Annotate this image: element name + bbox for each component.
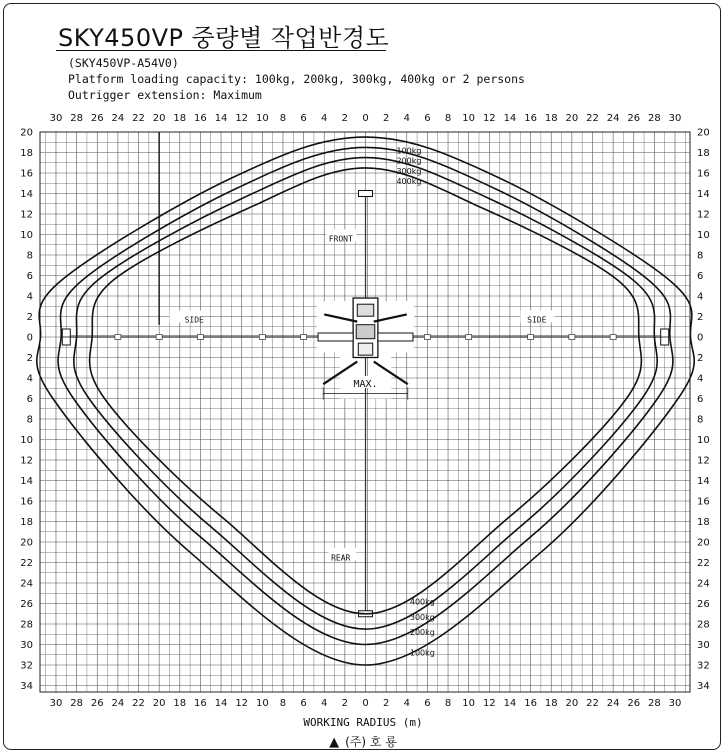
rear-label: REAR — [331, 553, 351, 563]
x-tick-top: 10 — [255, 113, 269, 124]
x-tick-bottom: 14 — [214, 698, 228, 709]
capacity-text: Platform loading capacity: 100kg, 200kg, 300kg, 400kg or 2 persons — [68, 72, 525, 86]
max-label: MAX. — [353, 379, 378, 391]
x-tick-top: 2 — [382, 113, 390, 124]
x-tick-top: 24 — [606, 113, 620, 124]
x-tick-bottom: 28 — [70, 698, 83, 709]
y-tick-left: 12 — [20, 209, 33, 221]
y-tick-right: 10 — [697, 230, 710, 241]
x-tick-top: 6 — [424, 113, 431, 124]
envelope-label-bottom-300kg: 300kg — [409, 612, 435, 622]
x-tick-top: 28 — [70, 113, 83, 124]
x-tick-bottom: 24 — [606, 698, 620, 709]
y-tick-right: 30 — [697, 640, 710, 651]
y-tick-left: 12 — [20, 455, 33, 467]
y-tick-left: 18 — [20, 148, 33, 159]
x-tick-bottom: 2 — [382, 698, 390, 709]
outrigger-pad — [359, 191, 373, 197]
x-tick-bottom: 16 — [524, 698, 537, 709]
side-cylinder-left — [318, 333, 353, 341]
x-tick-bottom: 30 — [49, 698, 63, 709]
y-tick-right: 14 — [697, 476, 710, 487]
boom-joint — [259, 335, 265, 340]
y-tick-right: 20 — [697, 537, 710, 549]
y-tick-left: 28 — [20, 619, 33, 631]
x-tick-bottom: 10 — [462, 698, 476, 709]
envelope-label-bottom-400kg: 400kg — [409, 597, 435, 607]
x-tick-bottom: 20 — [152, 698, 166, 709]
x-tick-top: 16 — [194, 113, 207, 124]
front-label: FRONT — [328, 234, 353, 244]
x-tick-bottom: 8 — [279, 698, 287, 709]
x-tick-top: 30 — [49, 113, 63, 124]
y-tick-right: 26 — [697, 599, 710, 610]
envelope-label-top-300kg: 300kg — [396, 166, 422, 176]
y-tick-right: 16 — [697, 168, 710, 180]
triangle-icon: ▲ — [329, 735, 340, 750]
x-tick-top: 4 — [321, 113, 328, 124]
x-tick-top: 8 — [444, 113, 452, 124]
y-tick-left: 6 — [26, 271, 33, 282]
turret — [356, 325, 375, 339]
y-tick-left: 24 — [20, 578, 33, 590]
y-tick-left: 4 — [26, 291, 33, 303]
x-tick-bottom: 6 — [424, 698, 431, 709]
envelope-label-top-200kg: 200kg — [396, 156, 422, 166]
maker-credit — [0, 733, 726, 750]
y-tick-left: 30 — [20, 640, 33, 651]
side-cylinder-right — [378, 333, 413, 341]
y-tick-right: 24 — [697, 578, 710, 590]
envelope-label-bottom-200kg: 200kg — [409, 628, 435, 638]
y-tick-left: 0 — [26, 332, 33, 344]
y-tick-right: 4 — [697, 291, 704, 303]
y-tick-left: 32 — [20, 660, 33, 672]
outrigger-text: Outrigger extension: Maximum — [68, 88, 262, 102]
y-tick-left: 6 — [26, 394, 33, 405]
envelope-label-bottom-100kg: 100kg — [409, 648, 435, 658]
y-tick-right: 28 — [697, 619, 710, 631]
y-tick-left: 8 — [26, 414, 33, 426]
y-tick-right: 12 — [697, 209, 710, 221]
boom-joint — [610, 335, 616, 340]
x-tick-top: 22 — [586, 113, 599, 124]
boom-joint — [301, 335, 307, 340]
envelope-label-top-100kg: 100kg — [396, 146, 422, 156]
x-tick-bottom: 14 — [503, 698, 517, 709]
x-tick-top: 24 — [111, 113, 125, 124]
x-tick-bottom: 12 — [482, 698, 496, 709]
x-tick-top: 20 — [565, 113, 579, 124]
boom-joint — [569, 335, 575, 340]
x-tick-bottom: 28 — [648, 698, 661, 709]
x-tick-top: 12 — [235, 113, 249, 124]
x-tick-bottom: 26 — [90, 698, 104, 709]
y-tick-right: 8 — [697, 250, 704, 262]
boom-joint — [115, 335, 121, 340]
boom-joint — [197, 335, 203, 340]
x-tick-top: 12 — [482, 113, 496, 124]
rear-deck — [358, 343, 372, 355]
y-tick-left: 34 — [20, 681, 33, 692]
x-tick-top: 2 — [341, 113, 349, 124]
y-tick-left: 2 — [26, 312, 33, 323]
machine-outline — [62, 132, 668, 617]
y-tick-right: 6 — [697, 271, 704, 282]
x-tick-bottom: 26 — [627, 698, 641, 709]
x-tick-bottom: 22 — [586, 698, 599, 709]
x-tick-bottom: 18 — [173, 698, 187, 709]
y-tick-left: 4 — [26, 373, 33, 385]
y-tick-left: 20 — [20, 127, 33, 139]
x-tick-top: 18 — [173, 113, 187, 124]
x-axis-label: WORKING RADIUS (m) — [303, 716, 423, 729]
y-tick-right: 32 — [697, 660, 710, 672]
x-tick-bottom: 2 — [341, 698, 349, 709]
model-code: (SKY450VP-A54V0) — [68, 56, 179, 70]
y-tick-left: 10 — [20, 435, 33, 446]
side-label-left: SIDE — [184, 315, 204, 325]
x-tick-top: 18 — [544, 113, 558, 124]
y-tick-right: 10 — [697, 435, 710, 446]
y-tick-right: 6 — [697, 394, 704, 405]
y-tick-left: 22 — [20, 558, 33, 569]
x-tick-bottom: 30 — [668, 698, 682, 709]
maker-name: (주) 호 룡 — [345, 735, 397, 749]
x-tick-top: 22 — [132, 113, 145, 124]
x-tick-bottom: 20 — [565, 698, 579, 709]
y-tick-right: 8 — [697, 414, 704, 426]
y-tick-left: 16 — [20, 168, 33, 180]
y-tick-right: 18 — [697, 517, 710, 528]
y-tick-right: 18 — [697, 148, 710, 159]
page-title: SKY450VP 중량별 작업반경도 — [58, 24, 390, 52]
y-tick-right: 2 — [697, 312, 704, 323]
y-tick-left: 14 — [20, 189, 33, 200]
x-tick-bottom: 10 — [255, 698, 269, 709]
x-tick-bottom: 4 — [403, 698, 410, 709]
y-tick-right: 2 — [697, 353, 704, 364]
envelope-label-top-400kg: 400kg — [396, 177, 422, 187]
x-tick-bottom: 4 — [321, 698, 328, 709]
x-tick-top: 4 — [403, 113, 410, 124]
x-tick-bottom: 24 — [111, 698, 125, 709]
y-tick-left: 16 — [20, 496, 33, 508]
x-tick-bottom: 16 — [194, 698, 207, 709]
x-tick-top: 30 — [668, 113, 682, 124]
side-label-right: SIDE — [527, 315, 547, 325]
boom-joint — [156, 335, 162, 340]
y-tick-right: 12 — [697, 455, 710, 467]
vehicle-cab — [357, 304, 374, 316]
x-tick-bottom: 6 — [300, 698, 307, 709]
x-tick-bottom: 12 — [235, 698, 249, 709]
y-tick-left: 2 — [26, 353, 33, 364]
y-tick-left: 20 — [20, 537, 33, 549]
y-tick-left: 14 — [20, 476, 33, 487]
x-tick-top: 28 — [648, 113, 661, 124]
x-tick-bottom: 18 — [544, 698, 558, 709]
boom-joint — [528, 335, 534, 340]
x-tick-top: 14 — [503, 113, 517, 124]
x-tick-bottom: 22 — [132, 698, 145, 709]
y-tick-right: 22 — [697, 558, 710, 569]
y-tick-left: 10 — [20, 230, 33, 241]
x-tick-top: 26 — [90, 113, 104, 124]
x-tick-top: 20 — [152, 113, 166, 124]
x-tick-top: 8 — [279, 113, 287, 124]
y-tick-right: 34 — [697, 681, 710, 692]
y-tick-left: 8 — [26, 250, 33, 262]
y-tick-right: 4 — [697, 373, 704, 385]
y-tick-right: 20 — [697, 127, 710, 139]
y-tick-right: 14 — [697, 189, 710, 200]
x-tick-top: 0 — [362, 113, 369, 124]
y-tick-left: 18 — [20, 517, 33, 528]
x-tick-top: 16 — [524, 113, 537, 124]
y-tick-right: 0 — [697, 332, 704, 344]
x-tick-top: 10 — [462, 113, 476, 124]
y-tick-right: 16 — [697, 496, 710, 508]
x-tick-top: 26 — [627, 113, 641, 124]
x-tick-bottom: 0 — [362, 698, 369, 709]
x-tick-top: 6 — [300, 113, 307, 124]
boom-joint — [466, 335, 472, 340]
x-tick-bottom: 8 — [444, 698, 452, 709]
x-tick-top: 14 — [214, 113, 228, 124]
boom-joint — [424, 335, 430, 340]
y-tick-left: 26 — [20, 599, 33, 610]
